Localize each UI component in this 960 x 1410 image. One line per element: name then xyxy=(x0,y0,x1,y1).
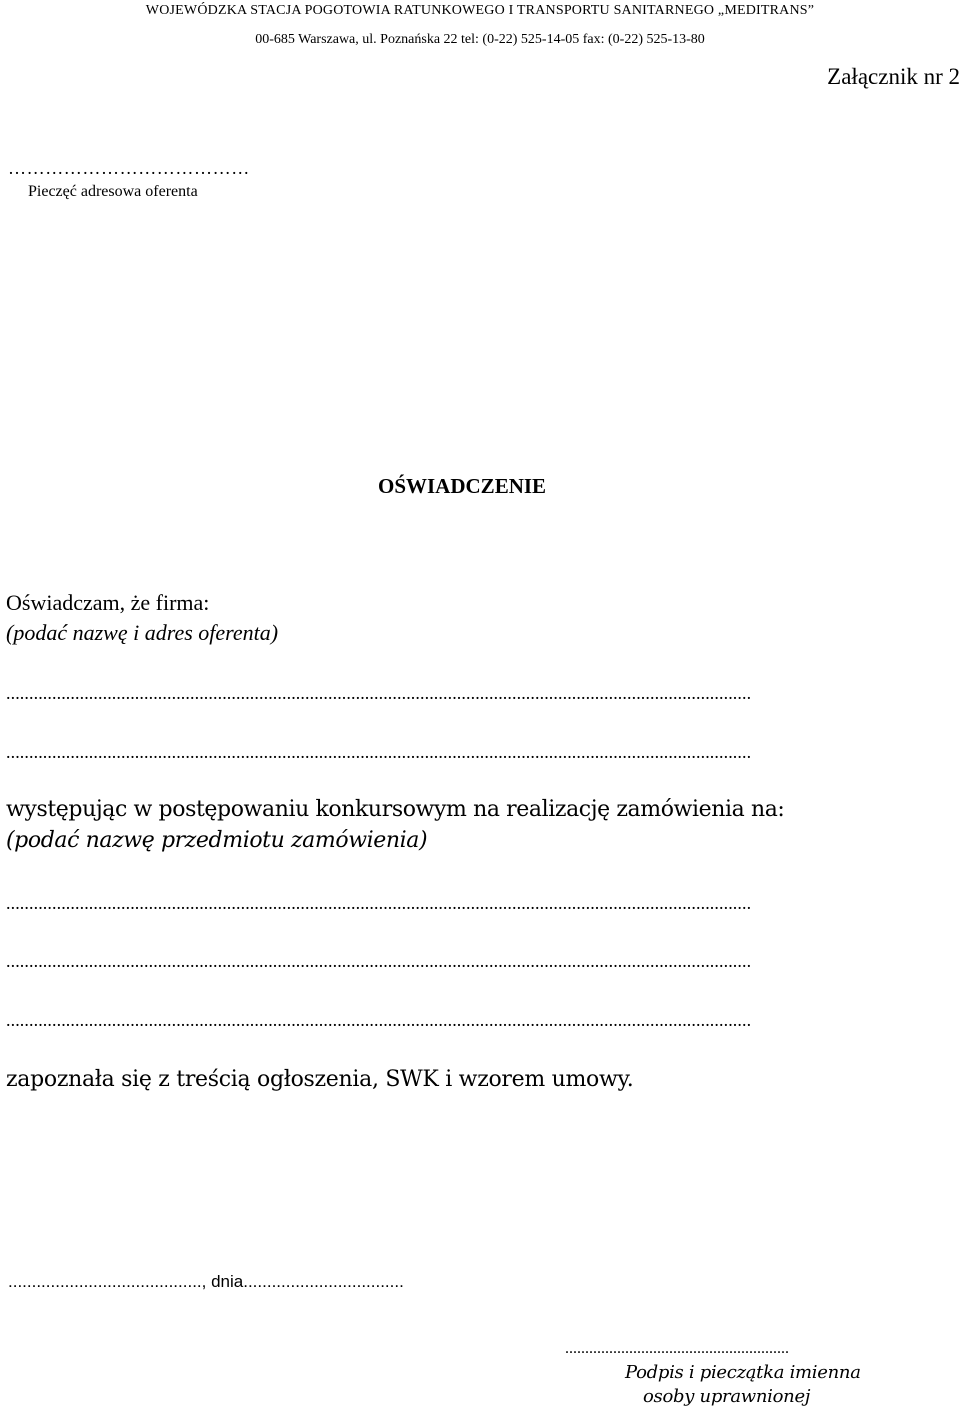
company-fill-line: .................................................................................................................................................................. xyxy=(6,742,752,762)
place-date-line: ........................................., dnia.................................. xyxy=(8,1272,404,1291)
subject-hint: (podać nazwę przedmiotu zamówienia) xyxy=(6,828,428,853)
signature-dotted-line: ........................................................ xyxy=(565,1340,789,1357)
subject-fill-line: .................................................................................................................................................................. xyxy=(6,951,752,971)
declaration-hint: (podać nazwę i adres oferenta) xyxy=(6,620,279,645)
stamp-dotted-line: ………………………………… xyxy=(8,158,250,178)
subject-fill-line: .................................................................................................................................................................. xyxy=(6,893,752,913)
signature-label: Podpis i pieczątka imienna xyxy=(625,1362,861,1383)
proceeding-line: występując w postępowaniu konkursowym na realizację zamówienia na: xyxy=(6,797,785,822)
company-fill-line: .................................................................................................................................................................. xyxy=(6,683,752,703)
stamp-label: Pieczęć adresowa oferenta xyxy=(28,183,198,200)
subject-fill-line: .................................................................................................................................................................. xyxy=(6,1010,752,1030)
acknowledgement-line: zapoznała się z treścią ogłoszenia, SWK i wzorem umowy. xyxy=(6,1067,634,1092)
signature-label-authorized: osoby uprawnionej xyxy=(643,1386,811,1407)
header-institution-name: WOJEWÓDZKA STACJA POGOTOWIA RATUNKOWEGO I TRANSPORTU SANITARNEGO „MEDITRANS” xyxy=(145,3,815,18)
annex-label: Załącznik nr 2 xyxy=(827,64,960,89)
header-address: 00-685 Warszawa, ul. Poznańska 22 tel: (0-22) 525-14-05 fax: (0-22) 525-13-80 xyxy=(255,32,705,47)
declaration-line: Oświadczam, że firma: xyxy=(6,590,210,615)
document-title: OŚWIADCZENIE xyxy=(378,474,547,498)
